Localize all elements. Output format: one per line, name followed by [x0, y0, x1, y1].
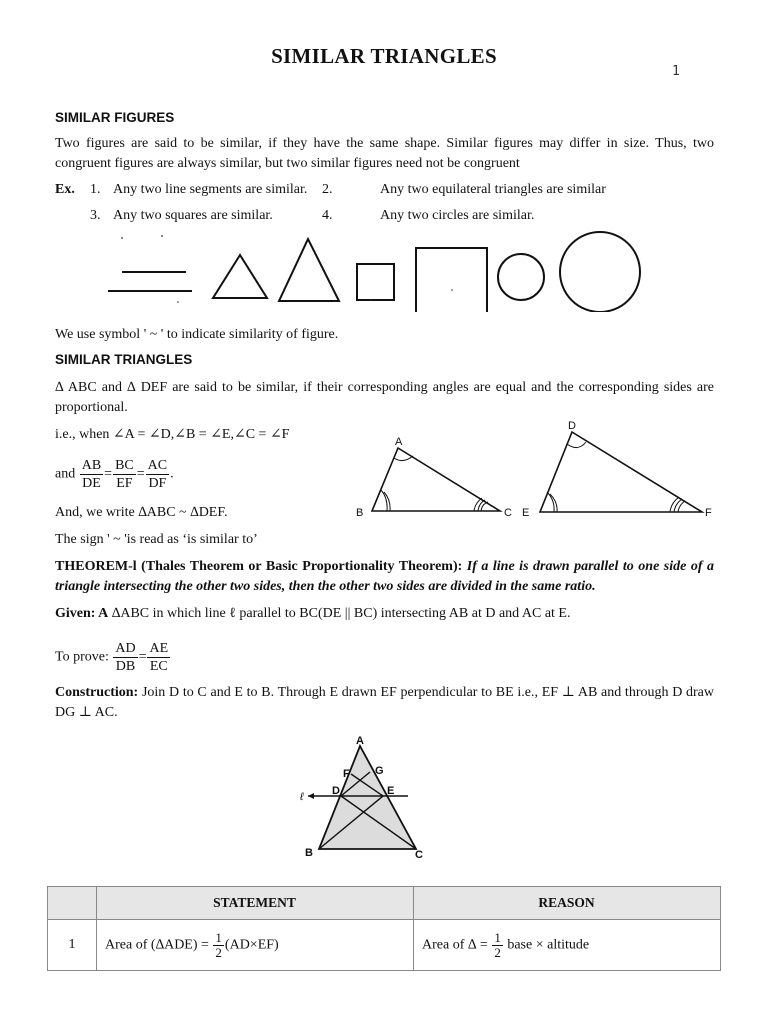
small-square	[357, 264, 394, 300]
large-square	[416, 248, 487, 312]
ratio-ab-de-numerator: AB	[81, 458, 102, 473]
fig-label-a: A	[356, 735, 364, 747]
ratio-ac-df	[146, 457, 169, 492]
example-3-text: Any two squares are similar.	[113, 208, 273, 223]
and-label: and	[55, 466, 76, 482]
large-circle	[560, 232, 640, 312]
ratio-ad-db-denominator: DB	[115, 659, 136, 674]
ratio-ae-ec-denominator: EC	[149, 659, 168, 674]
construction-block	[55, 683, 714, 723]
reason-suffix: base × altitude	[507, 937, 590, 953]
vertex-label-b: B	[356, 507, 364, 519]
examples-label: Ex.	[55, 182, 75, 197]
given-label: Given: A	[55, 606, 109, 621]
angle-d-mark	[567, 442, 586, 448]
section-heading-similar-figures: SIMILAR FIGURES	[55, 110, 175, 125]
fig-label-g: G	[375, 765, 384, 777]
reason-fraction-numerator: 1	[494, 929, 501, 945]
line-l-arrow	[308, 793, 314, 799]
header-num	[48, 887, 97, 920]
construction-text: Join D to C and E to B. Through E drawn EF perpendicular to BE i.e., EF ⊥ AB and through D draw DG ⊥ AC.	[55, 685, 715, 720]
statement-prefix: Area of (∆ADE) =	[105, 937, 209, 953]
example-3-num: 3.	[90, 208, 101, 223]
row-num: 1	[48, 920, 97, 971]
table-header-row	[48, 887, 721, 920]
ratio-ae-ec	[147, 640, 170, 675]
ratio-bc-ef-denominator: EF	[116, 476, 133, 491]
angle-f-mark-3	[678, 501, 685, 512]
section-heading-similar-triangles: SIMILAR TRIANGLES	[55, 352, 193, 367]
similar-shapes-figure	[100, 228, 660, 312]
given-text: ∆ABC in which line ℓ parallel to BC(DE || BC) intersecting AB at D and AC at E.	[111, 606, 571, 621]
vertex-label-c: C	[504, 507, 512, 519]
equals-sign: =	[104, 466, 113, 482]
triangle-def	[540, 432, 702, 512]
row-statement	[97, 920, 414, 971]
fig-label-f: F	[343, 768, 350, 780]
period: .	[170, 466, 174, 482]
given-line	[55, 606, 571, 622]
fig-label-l: ℓ	[300, 791, 304, 803]
example-1-text: Any two line segments are similar.	[113, 182, 308, 197]
vertex-label-a: A	[395, 436, 403, 448]
example-4-num: 4.	[322, 208, 333, 223]
theorem-title: THEOREM-l (Thales Theorem or Basic Proportionality Theorem):	[55, 559, 463, 574]
similarity-sign-reading: The sign ' ~ 'is read as ‘is similar to’	[55, 532, 258, 547]
statement-fraction-denominator: 2	[215, 944, 222, 960]
statement-fraction-numerator: 1	[215, 929, 222, 945]
ratio-ab-de-denominator: DE	[82, 476, 101, 491]
to-prove-line	[55, 640, 171, 675]
side-ratio-condition	[55, 457, 174, 492]
thales-theorem-figure	[300, 730, 440, 865]
statement-fraction	[213, 931, 224, 960]
angle-b-mark-1	[381, 490, 387, 511]
ratio-ab-de	[80, 457, 103, 492]
equals-sign: =	[136, 466, 145, 482]
vertex-label-e: E	[522, 507, 530, 519]
ratio-ae-ec-numerator: AE	[149, 641, 169, 656]
ratio-ac-df-denominator: DF	[148, 476, 167, 491]
small-circle	[498, 254, 544, 300]
similar-triangles-definition: ∆ ABC and ∆ DEF are said to be similar, if their corresponding angles are equal and the corresponding sides are proportional.	[55, 380, 714, 415]
small-equilateral-triangle	[213, 255, 267, 298]
header-statement: STATEMENT	[97, 887, 414, 920]
proof-table	[47, 886, 721, 971]
fig-label-d: D	[332, 785, 340, 797]
fig-label-e: E	[387, 785, 395, 797]
table-row	[48, 920, 721, 971]
similarity-symbol-note: We use symbol ' ~ ' to indicate similarity of figure.	[55, 327, 339, 342]
example-2-text: Any two equilateral triangles are similar	[380, 182, 606, 197]
large-equilateral-triangle	[279, 239, 339, 301]
similar-figures-intro: Two figures are said to be similar, if they have the same shape. Similar figures may differ in size. Thus, two congruent figures are always similar, but two similar figures need not be congruent	[55, 136, 714, 171]
angle-equality-condition: i.e., when ∠A = ∠D,∠B = ∠E,∠C = ∠F	[55, 427, 290, 442]
fig-label-b: B	[305, 847, 313, 859]
ratio-bc-ef	[113, 457, 136, 492]
ratio-ad-db-numerator: AD	[115, 641, 136, 656]
theorem-statement: If a line is drawn parallel to one side of a triangle intersecting the other two sides, then the other two sides are divided in the same ratio.	[55, 559, 714, 594]
header-reason: REASON	[414, 887, 721, 920]
fig-label-c: C	[415, 849, 423, 861]
reason-prefix: Area of ∆ =	[422, 937, 488, 953]
example-4-text: Any two circles are similar.	[380, 208, 535, 223]
to-prove-label: To prove:	[55, 649, 109, 665]
triangle-abc	[372, 448, 500, 511]
row-reason	[414, 920, 721, 971]
vertex-label-d: D	[568, 420, 576, 432]
page-title: SIMILAR TRIANGLES	[271, 44, 497, 68]
ratio-ac-df-numerator: AC	[147, 458, 168, 473]
construction-label: Construction:	[55, 685, 139, 700]
reason-fraction-denominator: 2	[494, 944, 501, 960]
angle-a-mark	[394, 456, 413, 461]
example-1-num: 1.	[90, 182, 101, 197]
ratio-ad-db	[113, 640, 137, 675]
reason-fraction	[492, 931, 503, 960]
statement-suffix: (AD×EF)	[224, 937, 279, 953]
vertex-label-f: F	[705, 507, 712, 519]
page-number: 1	[672, 64, 680, 79]
ratio-bc-ef-numerator: BC	[115, 458, 134, 473]
similar-triangles-figure	[350, 412, 720, 524]
example-2-num: 2.	[322, 182, 333, 197]
theorem-block	[55, 557, 714, 597]
triangle-abc-shaded	[319, 746, 416, 849]
similarity-notation: And, we write ∆ABC ~ ∆DEF.	[55, 505, 228, 520]
equals-sign: =	[138, 649, 147, 665]
